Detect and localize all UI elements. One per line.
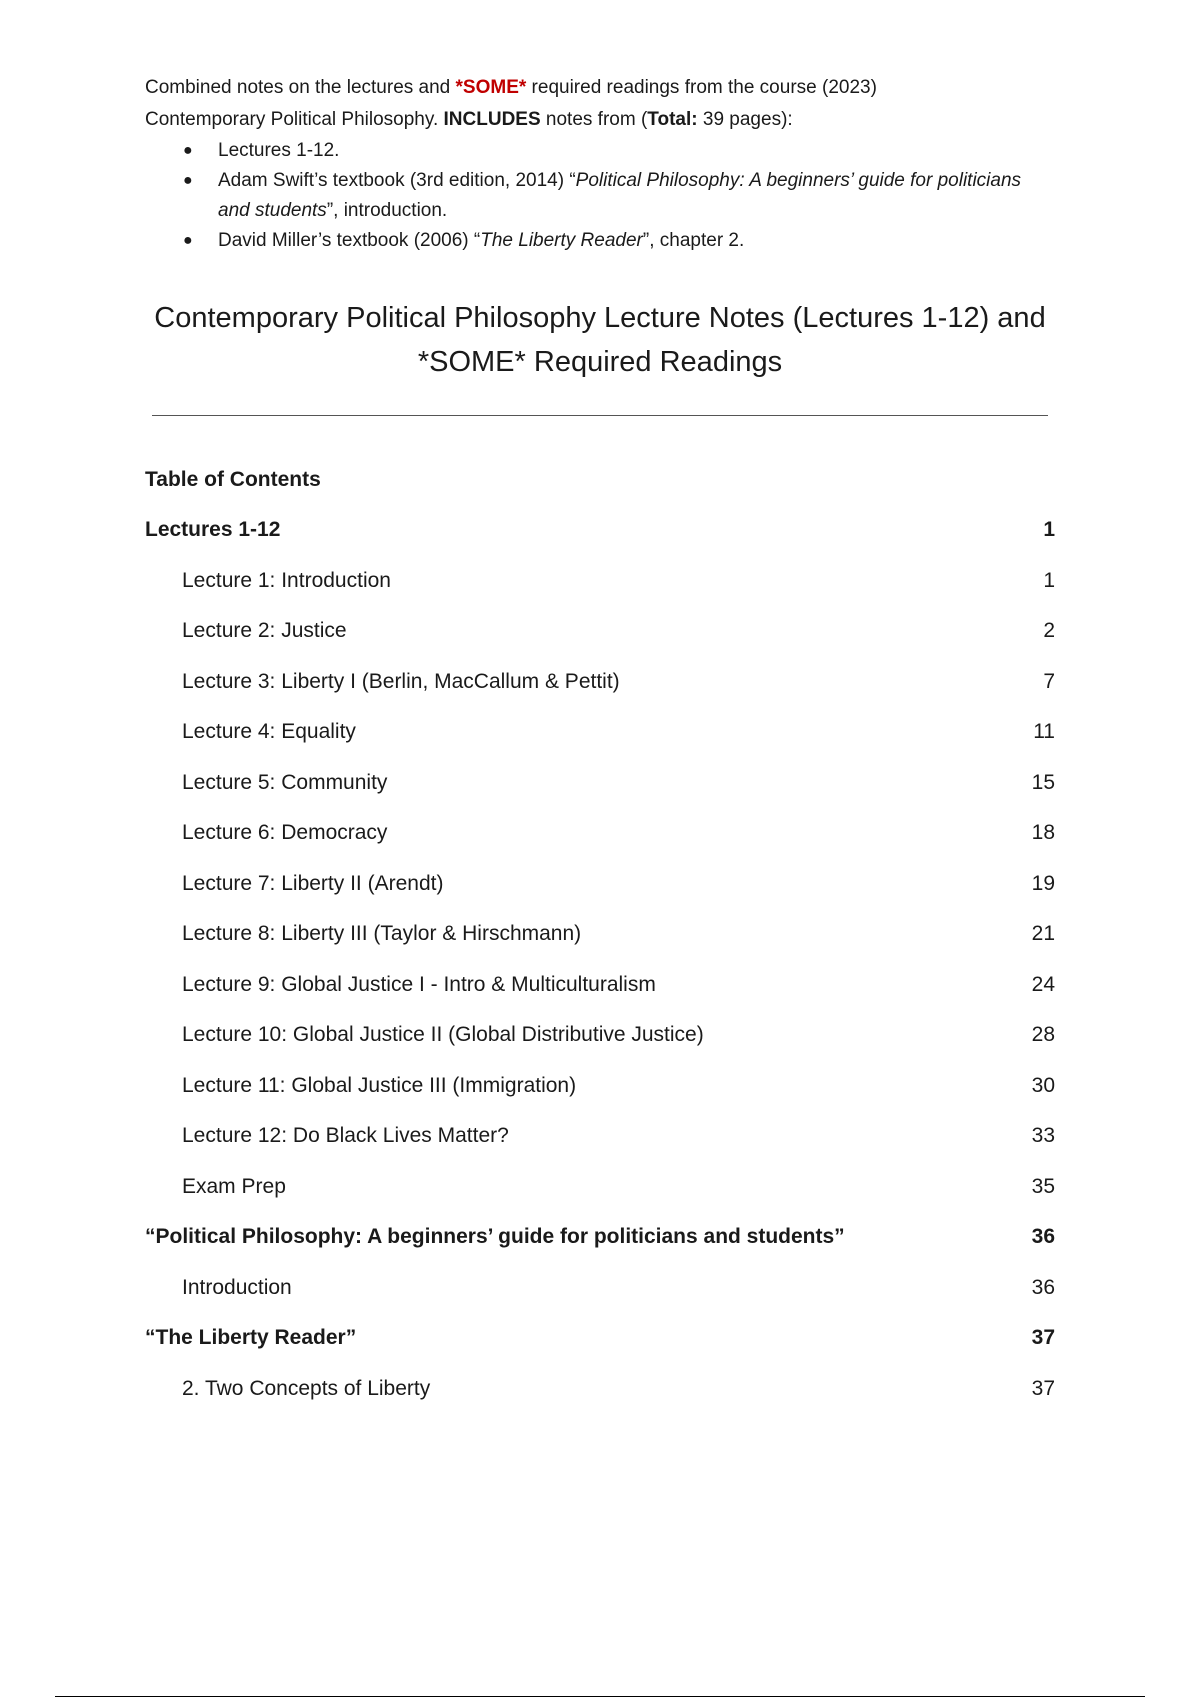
toc-entry-title: Exam Prep — [182, 1174, 286, 1198]
bullet-item — [145, 166, 1045, 226]
toc-entry-title: “The Liberty Reader” — [145, 1326, 357, 1349]
bullet-text: David Miller’s textbook (2006) “ — [218, 230, 481, 251]
toc-page-number: 1 — [1043, 518, 1055, 541]
toc-page-number: 11 — [1033, 720, 1055, 743]
toc-page-number: 36 — [1031, 1225, 1055, 1248]
intro-bullet-list — [145, 136, 1045, 256]
some-highlight: *SOME* — [455, 77, 527, 98]
toc-page-number: 37 — [1031, 1376, 1055, 1400]
toc-entry-title: Lectures 1-12 — [145, 518, 281, 541]
toc-entry-lecture-12[interactable] — [145, 1124, 1055, 1175]
bullet-icon: ● — [183, 232, 193, 249]
toc-entry-lecture-10[interactable] — [145, 1023, 1055, 1074]
bullet-book-title: Political Philosophy: A beginners’ guide for politicians and students — [218, 170, 1022, 221]
intro-line-2-end: 39 pages): — [697, 109, 793, 130]
toc-page-number: 24 — [1031, 972, 1055, 996]
toc-entry-lecture-9[interactable] — [145, 973, 1055, 1024]
title-divider — [152, 415, 1048, 416]
toc-entry-title: Lecture 12: Do Black Lives Matter? — [182, 1124, 509, 1147]
bullet-text-end: ”, chapter 2. — [642, 230, 745, 251]
bullet-item — [145, 226, 1045, 256]
intro-line-2-mid: notes from ( — [540, 109, 648, 130]
toc-entry-title: Lecture 9: Global Justice I - Intro & Multiculturalism — [182, 972, 656, 996]
total-label: Total: — [647, 109, 698, 130]
includes-label: INCLUDES — [443, 109, 541, 130]
toc-page-number: 7 — [1043, 669, 1055, 693]
toc-entry-liberty-reader[interactable] — [145, 1326, 1055, 1377]
toc-page-number: 1 — [1043, 568, 1055, 592]
toc-entry-title: Lecture 10: Global Justice II (Global Distributive Justice) — [182, 1023, 704, 1046]
toc-entry-swift-book[interactable] — [145, 1225, 1055, 1276]
bullet-icon: ● — [183, 172, 193, 189]
toc-entry-lecture-5[interactable] — [145, 771, 1055, 822]
document-title: Contemporary Political Philosophy Lecture Notes (Lectures 1-12) and *SOME* Required Readings — [154, 302, 1046, 378]
intro-line-2 — [145, 104, 1045, 136]
toc-page-number: 28 — [1031, 1023, 1055, 1046]
page-bottom-rule — [55, 1696, 1145, 1697]
toc-page-number: 21 — [1031, 922, 1055, 945]
toc-entry-lecture-8[interactable] — [145, 922, 1055, 973]
bullet-text-end: ”, introduction. — [326, 200, 448, 221]
toc-entry-lecture-6[interactable] — [145, 821, 1055, 872]
toc-entry-lecture-7[interactable] — [145, 872, 1055, 923]
toc-page-number: 30 — [1031, 1073, 1055, 1097]
toc-entry-title: Introduction — [182, 1275, 292, 1299]
toc-page-number: 35 — [1031, 1174, 1055, 1198]
toc-entry-lectures[interactable] — [145, 518, 1055, 569]
toc-entry-title: Lecture 6: Democracy — [182, 821, 388, 844]
toc-entry-lecture-11[interactable] — [145, 1074, 1055, 1125]
intro-line-1 — [145, 72, 1045, 104]
toc-entry-exam-prep[interactable] — [145, 1175, 1055, 1226]
toc-entry-title: Lecture 4: Equality — [182, 720, 356, 743]
toc-entry-title: “Political Philosophy: A beginners’ guide for politicians and students” — [145, 1225, 845, 1248]
toc-entry-lecture-1[interactable] — [145, 569, 1055, 620]
toc-entry-title: Lecture 5: Community — [182, 770, 388, 794]
toc-entry-two-concepts[interactable] — [145, 1377, 1055, 1428]
toc-entry-title: Lecture 8: Liberty III (Taylor & Hirschmann) — [182, 922, 582, 945]
toc-page-number: 18 — [1031, 821, 1055, 844]
toc-entry-title: Lecture 1: Introduction — [182, 568, 391, 592]
intro-block — [145, 72, 1045, 256]
toc-entry-lecture-3[interactable] — [145, 670, 1055, 721]
toc-page-number: 19 — [1031, 871, 1055, 895]
toc-entry-title: Lecture 2: Justice — [182, 619, 347, 642]
bullet-item — [145, 136, 1045, 166]
bullet-icon: ● — [183, 142, 193, 159]
bullet-book-title: The Liberty Reader — [480, 230, 643, 251]
toc-page-number: 2 — [1043, 619, 1055, 642]
toc-page-number: 36 — [1031, 1275, 1055, 1299]
bullet-text: Lectures 1-12. — [218, 140, 340, 161]
toc-entry-title: Lecture 11: Global Justice III (Immigration) — [182, 1073, 577, 1097]
table-of-contents — [145, 518, 1055, 1427]
intro-line-1-end: required readings from the course (2023) — [526, 77, 877, 98]
toc-entry-title: 2. Two Concepts of Liberty — [182, 1376, 431, 1400]
toc-heading: Table of Contents — [145, 468, 321, 491]
intro-line-2-text: Contemporary Political Philosophy. — [145, 109, 444, 130]
toc-page-number: 15 — [1031, 770, 1055, 794]
toc-entry-title: Lecture 7: Liberty II (Arendt) — [182, 871, 444, 895]
toc-page-number: 37 — [1031, 1326, 1055, 1349]
toc-page-number: 33 — [1031, 1124, 1055, 1147]
intro-line-1-text: Combined notes on the lectures and — [145, 77, 456, 98]
bullet-text: Adam Swift’s textbook (3rd edition, 2014) “ — [218, 170, 576, 191]
toc-entry-lecture-2[interactable] — [145, 619, 1055, 670]
toc-entry-lecture-4[interactable] — [145, 720, 1055, 771]
toc-entry-title: Lecture 3: Liberty I (Berlin, MacCallum & Pettit) — [182, 669, 620, 693]
toc-entry-introduction[interactable] — [145, 1276, 1055, 1327]
